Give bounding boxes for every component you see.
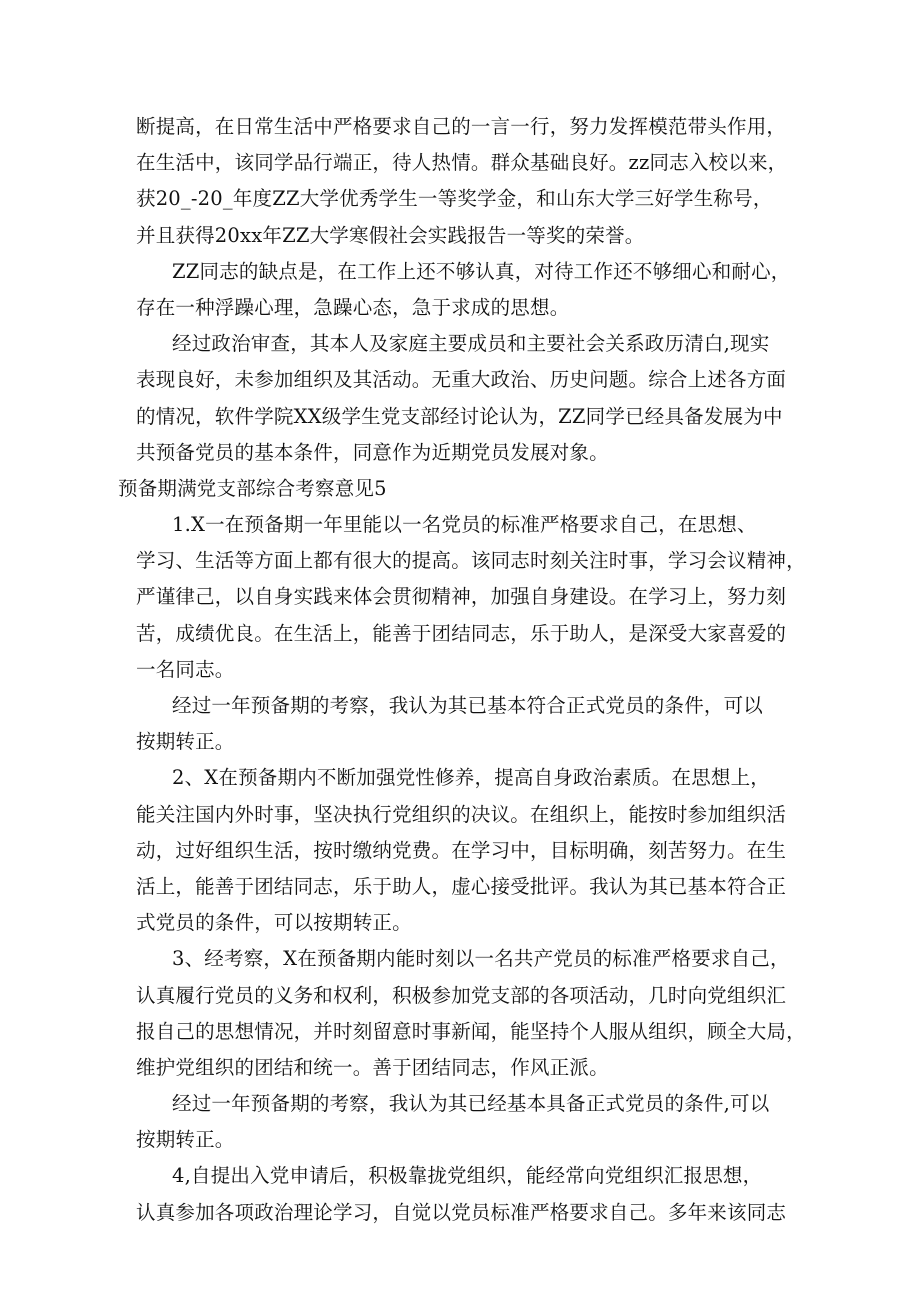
text-line: 预备期满党支部综合考察意见5 — [118, 476, 387, 500]
text-line: 一名同志。 — [136, 657, 235, 681]
text-line: 能关注国内外时事，坚决执行党组织的决议。在组织上，能按时参加组织活 — [136, 802, 787, 826]
text-line: 3、经考察，X在预备期内能时刻以一名共产党员的标准严格要求自己， — [172, 947, 790, 971]
text-line: 共预备党员的基本条件，同意作为近期党员发展对象。 — [136, 440, 609, 464]
text-line: 按期转正。 — [136, 1128, 235, 1152]
text-line: 的情况，软件学院XX级学生党支部经讨论认为，ZZ同学已经具备发展为中 — [136, 404, 783, 428]
text-line: 活上，能善于团结同志，乐于助人，虚心接受批评。我认为其已基本符合正 — [136, 874, 787, 898]
text-line: 并且获得20xx年ZZ大学寒假社会实践报告一等奖的荣誉。 — [136, 223, 645, 247]
paragraph — [136, 941, 836, 1086]
text-line: 认真履行党员的义务和权利，积极参加党支部的各项活动，几时向党组织汇 — [136, 983, 787, 1007]
text-line: 经过一年预备期的考察，我认为其已经基本具备正式党员的条件,可以 — [172, 1092, 770, 1116]
paragraph — [136, 507, 836, 688]
text-line: 4,自提出入党申请后，积极靠拢党组织，能经常向党组织汇报思想， — [172, 1164, 763, 1188]
paragraph — [136, 326, 836, 471]
text-line: 在生活中，该同学品行端正，待人热情。群众基础良好。zz同志入校以来， — [136, 151, 788, 175]
text-line: 苦，成绩优良。在生活上，能善于团结同志，乐于助人，是深受大家喜爱的 — [136, 621, 787, 645]
text-line: 动，过好组织生活，按时缴纳党费。在学习中，目标明确，刻苦努力。在生 — [136, 838, 787, 862]
text-line: ZZ同志的缺点是，在工作上还不够认真，对待工作还不够细心和耐心， — [172, 259, 791, 283]
text-line: 断提高，在日常生活中严格要求自己的一言一行，努力发挥模范带头作用， — [136, 115, 787, 138]
text-line: 获20_-20_年度ZZ大学优秀学生一等奖学金，和山东大学三好学生称号， — [136, 187, 773, 211]
document-page — [118, 109, 836, 1231]
text-line: 维护党组织的团结和统一。善于团结同志，作风正派。 — [136, 1055, 609, 1079]
text-line: 经过一年预备期的考察，我认为其已基本符合正式党员的条件，可以 — [172, 694, 764, 717]
text-line: 按期转正。 — [136, 730, 235, 754]
text-line: 表现良好，未参加组织及其活动。无重大政治、历史问题。综合上述各方面 — [136, 368, 787, 392]
paragraph — [136, 254, 836, 326]
text-line: 严谨律己，以自身实践来体会贯彻精神，加强自身建设。在学习上，努力刻 — [136, 585, 787, 609]
section-heading — [118, 471, 836, 507]
text-line: 报自己的思想情况，并时刻留意时事新闻，能坚持个人服从组织，顾全大局， — [136, 1019, 806, 1043]
text-line: 式党员的条件，可以按期转正。 — [136, 911, 412, 935]
text-line: 存在一种浮躁心理，急躁心态，急于求成的思想。 — [136, 295, 570, 319]
text-line: 1.X一在预备期一年里能以一名党员的标准严格要求自己，在思想、 — [172, 513, 757, 537]
paragraph — [136, 1086, 836, 1158]
text-line: 经过政治审查，其本人及家庭主要成员和主要社会关系政历清白,现实 — [172, 332, 770, 356]
paragraph — [136, 760, 836, 941]
paragraph — [136, 109, 836, 254]
text-line: 学习、生活等方面上都有很大的提高。该同志时刻关注时事，学习会议精神， — [136, 549, 806, 573]
paragraph — [136, 688, 836, 760]
paragraph — [136, 1158, 836, 1230]
text-line: 认真参加各项政治理论学习，自觉以党员标准严格要求自己。多年来该同志 — [136, 1200, 787, 1224]
text-line: 2、X在预备期内不断加强党性修养，提高自身政治素质。在思想上， — [172, 766, 770, 790]
